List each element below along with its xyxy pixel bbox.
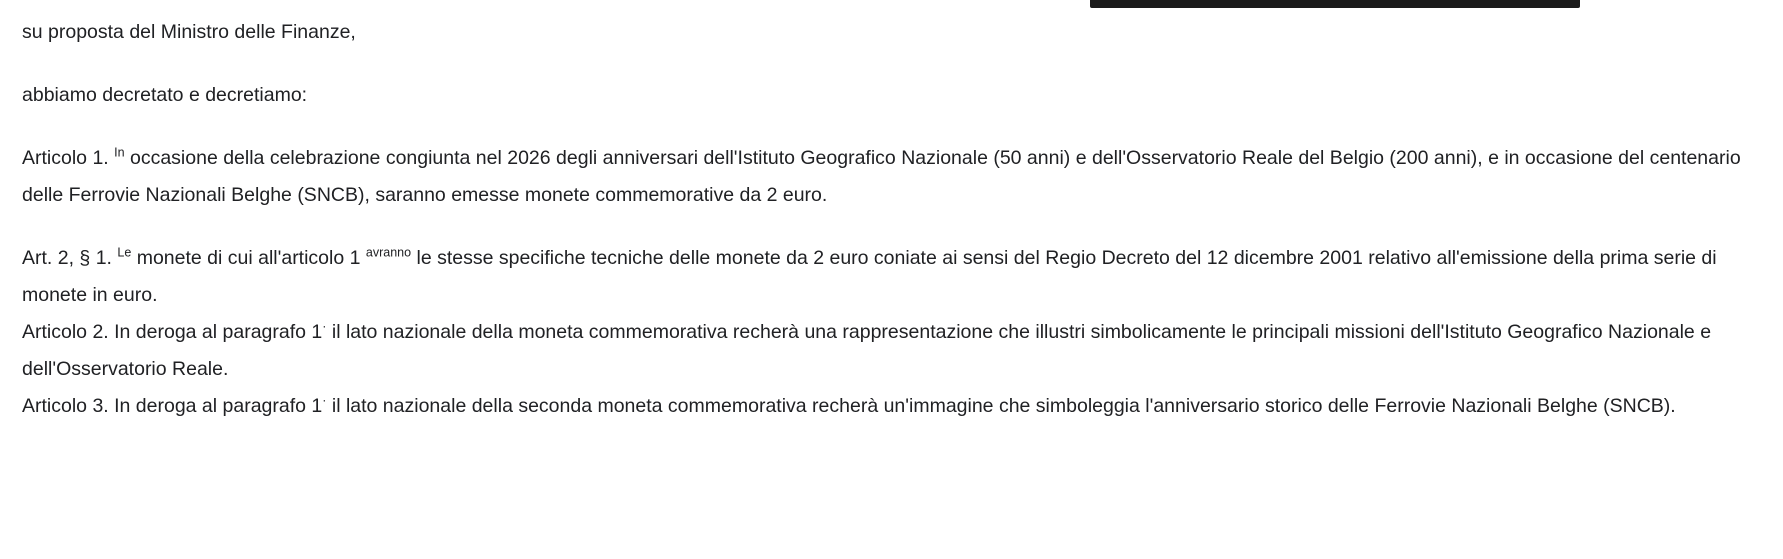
paragraph-text: abbiamo decretato e decretiamo:	[22, 84, 308, 106]
paragraph-art-2-par-1	[22, 240, 1761, 314]
paragraph-articolo-3	[22, 388, 1761, 425]
document-body	[22, 0, 1761, 425]
paragraph-decretato	[22, 77, 1761, 114]
superscript-avranno: avranno	[365, 245, 412, 260]
article-label: Art. 2, § 1.	[22, 247, 112, 269]
article-label: Articolo 1.	[22, 147, 109, 169]
paragraph-text-a: Articolo 2. In deroga al paragrafo 1	[22, 321, 323, 343]
paragraph-text: occasione della celebrazione congiunta nel 2026 degli anniversari dell'Istituto Geografico Nazionale (50 anni) e dell'Osservatorio Reale del Belgio (200 anni), e in occasione del centenario delle Ferrovie Nazionali Belghe (SNCB), saranno emesse monete commemorative da 2 euro.	[22, 147, 1741, 206]
paragraph-articolo-2	[22, 314, 1761, 388]
paragraph-articolo-1	[22, 140, 1761, 214]
paragraph-text: su proposta del Ministro delle Finanze,	[22, 21, 356, 43]
superscript-in: In	[114, 145, 125, 160]
paragraph-text-a: monete di cui all'articolo 1	[131, 247, 366, 269]
paragraph-text-b: il lato nazionale della seconda moneta commemorativa recherà un'immagine che simboleggia l'anniversario storico delle Ferrovie Nazionali Belghe (SNCB).	[326, 395, 1676, 417]
separator-marker: ·	[322, 319, 327, 334]
paragraph-proposta	[22, 14, 1761, 51]
superscript-le: Le	[117, 245, 132, 260]
paragraph-text-b: le stesse specifiche tecniche delle monete da 2 euro coniate ai sensi del Regio Decreto del 12 dicembre 2001 relativo all'emissione della prima serie di monete in euro.	[22, 247, 1717, 306]
paragraph-text-a: Articolo 3. In deroga al paragrafo 1	[22, 395, 323, 417]
paragraph-text-b: il lato nazionale della moneta commemorativa recherà una rappresentazione che illustri simbolicamente le principali missioni dell'Istituto Geografico Nazionale e dell'Osservatorio Reale.	[22, 321, 1712, 380]
separator-marker: ·	[322, 393, 327, 408]
